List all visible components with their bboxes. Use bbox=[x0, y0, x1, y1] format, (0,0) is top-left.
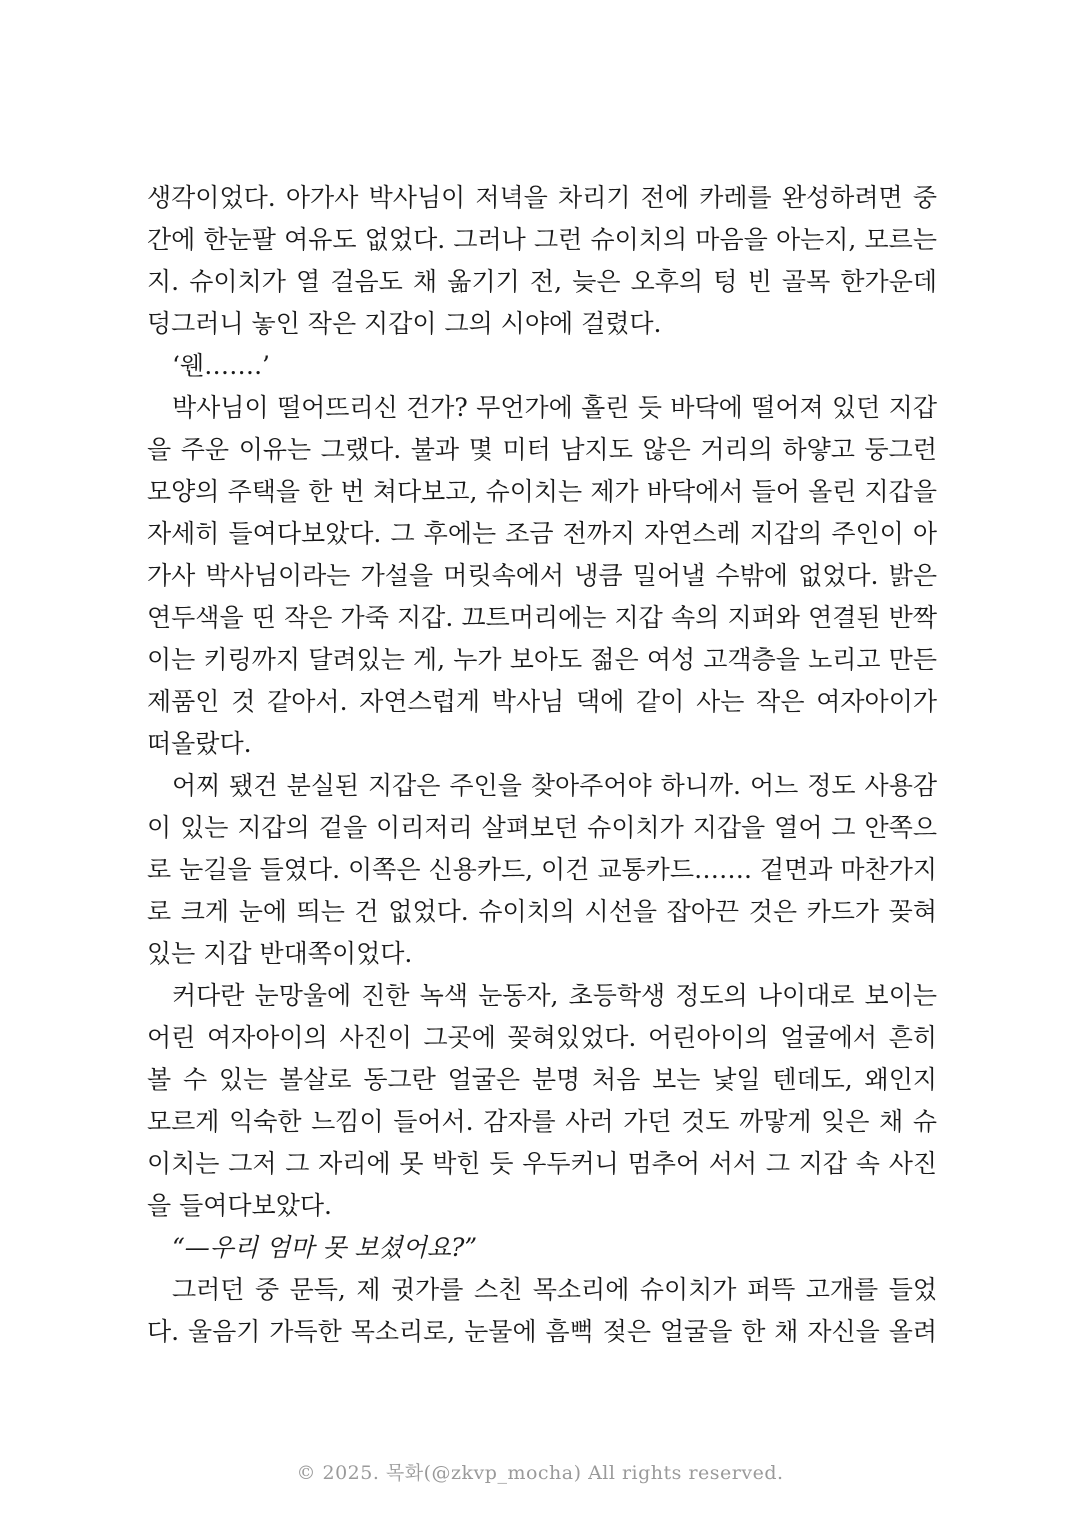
text-line: ‘웬…….’ bbox=[172, 351, 270, 380]
dialogue-line: “—우리 엄마 못 보셨어요?” bbox=[172, 1233, 478, 1262]
text-line: 커다란 눈망울에 진한 녹색 눈동자, 초등학생 정도의 나이대로 보이는 bbox=[172, 981, 937, 1010]
text-line: 그러던 중 문득, 제 귓가를 스친 목소리에 슈이치가 퍼뜩 고개를 들었 bbox=[172, 1275, 937, 1304]
text-line: 이치는 그저 그 자리에 못 박힌 듯 우두커니 멈추어 서서 그 지갑 속 사진 bbox=[147, 1149, 937, 1178]
text-line: 어린 여자아이의 사진이 그곳에 꽂혀있었다. 어린아이의 얼굴에서 흔히 bbox=[147, 1023, 937, 1052]
body-text bbox=[147, 177, 937, 1353]
text-line: 을 주운 이유는 그랬다. 불과 몇 미터 남지도 않은 거리의 하얗고 둥그런 bbox=[147, 435, 937, 464]
text-line: 로 크게 눈에 띄는 건 없었다. 슈이치의 시선을 잡아끈 것은 카드가 꽂혀 bbox=[147, 897, 937, 926]
text-line: 지. 슈이치가 열 걸음도 채 옮기기 전, 늦은 오후의 텅 빈 골목 한가운데 bbox=[147, 267, 937, 296]
text-line: 을 들여다보았다. bbox=[147, 1191, 332, 1220]
text-line: 이 있는 지갑의 겉을 이리저리 살펴보던 슈이치가 지갑을 열어 그 안쪽으 bbox=[147, 813, 937, 842]
text-line: 로 눈길을 들였다. 이쪽은 신용카드, 이건 교통카드……. 겉면과 마찬가지 bbox=[147, 855, 937, 884]
text-line: 자세히 들여다보았다. 그 후에는 조금 전까지 자연스레 지갑의 주인이 아 bbox=[147, 519, 937, 548]
text-line: 어찌 됐건 분실된 지갑은 주인을 찾아주어야 하니까. 어느 정도 사용감 bbox=[172, 771, 937, 800]
text-line: 간에 한눈팔 여유도 없었다. 그러나 그런 슈이치의 마음을 아는지, 모르는 bbox=[147, 225, 937, 254]
text-line: 볼 수 있는 볼살로 동그란 얼굴은 분명 처음 보는 낯일 텐데도, 왜인지 bbox=[147, 1065, 937, 1094]
text-line: 연두색을 띤 작은 가죽 지갑. 끄트머리에는 지갑 속의 지퍼와 연결된 반짝 bbox=[147, 603, 937, 632]
copyright-footer: © 2025. 목화(@zkvp_mocha) All rights reserved. bbox=[296, 1462, 784, 1484]
text-line: 덩그러니 놓인 작은 지갑이 그의 시야에 걸렸다. bbox=[147, 309, 662, 338]
text-line: 가사 박사님이라는 가설을 머릿속에서 냉큼 밀어낼 수밖에 없었다. 밝은 bbox=[147, 561, 937, 590]
text-line: 박사님이 떨어뜨리신 건가? 무언가에 홀린 듯 바닥에 떨어져 있던 지갑 bbox=[172, 393, 937, 422]
text-line: 모양의 주택을 한 번 쳐다보고, 슈이치는 제가 바닥에서 들어 올린 지갑을 bbox=[147, 477, 937, 506]
text-line: 모르게 익숙한 느낌이 들어서. 감자를 사러 가던 것도 까맣게 잊은 채 슈 bbox=[147, 1107, 937, 1136]
text-line: 있는 지갑 반대쪽이었다. bbox=[147, 939, 413, 968]
text-line: 떠올랐다. bbox=[147, 729, 252, 758]
text-line: 다. 울음기 가득한 목소리로, 눈물에 흠뻑 젖은 얼굴을 한 채 자신을 올려 bbox=[147, 1317, 937, 1346]
text-line: 생각이었다. 아가사 박사님이 저녁을 차리기 전에 카레를 완성하려면 중 bbox=[147, 183, 937, 212]
text-line: 이는 키링까지 달려있는 게, 누가 보아도 젊은 여성 고객층을 노리고 만든 bbox=[147, 645, 937, 674]
text-line: 제품인 것 같아서. 자연스럽게 박사님 댁에 같이 사는 작은 여자아이가 bbox=[147, 687, 937, 716]
